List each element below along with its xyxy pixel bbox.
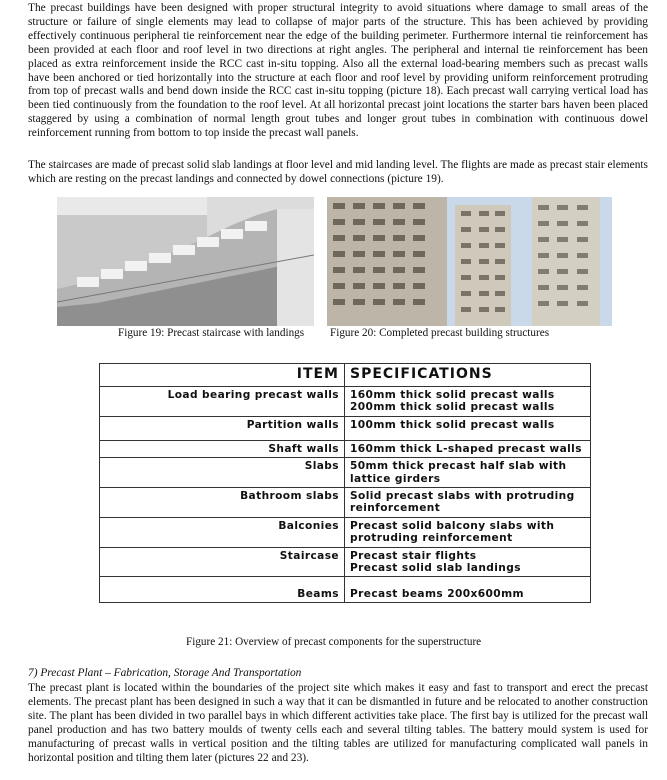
table-row: [100, 488, 591, 518]
row-item: Partition walls: [100, 416, 345, 440]
row-spec: [345, 488, 591, 518]
spec-line: Precast beams 200x600mm: [350, 588, 524, 601]
row-item: Balconies: [100, 517, 345, 547]
spec-line: Precast stair flights: [350, 549, 477, 562]
row-item: Staircase: [100, 547, 345, 577]
section-heading: 7) Precast Plant – Fabrication, Storage And Transportation: [28, 667, 302, 679]
row-item: Load bearing precast walls: [100, 387, 345, 417]
figure-19-caption: Figure 19: Precast staircase with landings: [118, 327, 305, 339]
spec-line: 50mm thick precast half slab with lattice girders: [350, 460, 567, 485]
figure-20-caption: Figure 20: Completed precast building structures: [330, 327, 550, 339]
table-row: [100, 416, 591, 440]
spec-line: Solid precast slabs with protruding reinforcement: [350, 490, 575, 515]
row-spec: [345, 517, 591, 547]
staircase-photo: [57, 197, 314, 326]
row-spec: [345, 387, 591, 417]
paragraph-precast-plant: The precast plant is located within the boundaries of the project site which makes it easy and fast to transport and erect the precast elements. The precast plant has been designed in such a way that it can be dismantled in future and be relocated to another construction site. The plant has been divided in two parallel bays in which different activities take place. The first bay is utilized for the precast wall panel production and has two battery moulds of twenty cells each and several tilting tables. The battery mould system is used for manufacturing of precast walls in vertical position and the tilting tables are utilized for manufacturing complicated wall panels in horizontal position and tilting them later (pictures 22 and 23).: [28, 682, 648, 764]
spec-line: Precast solid slab landings: [350, 562, 521, 575]
precast-buildings-photo: [327, 197, 612, 326]
row-item: Beams: [100, 577, 345, 603]
spec-line: Precast solid balcony slabs with protruding reinforcement: [350, 519, 555, 545]
header-specifications: SPECIFICATIONS: [345, 364, 591, 387]
table-header-row: [100, 364, 591, 387]
row-item: Bathroom slabs: [100, 488, 345, 518]
row-spec: [345, 458, 591, 488]
precast-components-table: [99, 363, 591, 603]
row-spec: [345, 440, 591, 457]
spec-line: 160mm thick solid precast walls: [350, 389, 555, 401]
paragraph-structural-integrity: The precast buildings have been designed with proper structural integrity to avoid situations where damage to small areas of the structure or failure of single elements may lead to collapse of major parts of the structure. This has been achieved by providing effectively continuous peripheral tie reinforcement near the edge of the building perimeter. Furthermore internal tie reinforcement has been provided at each floor and roof level in two directions at right angles. The peripheral and internal tie reinforcement has been placed as extra reinforcement inside the RCC cast in-situ topping. Also all the external load-bearing members such as precast walls have been anchored or tied horizontally into the structure at each floor and roof level by providing uniform reinforcement protruding from top of precast walls and bend down inside the RCC cast in-situ topping (picture 18). Each precast wall carrying vertical load has been tied continuously from the foundation to the roof level. At all horizontal precast joint locations the starter bars haven been placed staggered by using a combination of normal length grout tubes and longer grout tubes in combination with continuous dowel reinforcement running from bottom to top inside the precast wall panels.: [28, 2, 648, 140]
spec-line: 100mm thick solid precast walls: [350, 418, 555, 431]
figure-21-caption: Figure 21: Overview of precast components for the superstructure: [186, 636, 482, 648]
spec-line: 160mm thick L-shaped precast walls: [350, 442, 582, 455]
table-row: [100, 517, 591, 547]
paragraph-staircases: The staircases are made of precast solid slab landings at floor level and mid landing level. The flights are made as precast stair elements which are resting on the precast landings and connected by dowel connections (picture 19).: [28, 159, 648, 185]
row-item: Slabs: [100, 458, 345, 488]
table-row: [100, 387, 591, 417]
table-row: [100, 577, 591, 603]
table-row: [100, 547, 591, 577]
row-item: Shaft walls: [100, 440, 345, 457]
spec-line: 200mm thick solid precast walls: [350, 401, 555, 414]
header-item: ITEM: [100, 364, 345, 387]
row-spec: [345, 416, 591, 440]
table-row: [100, 458, 591, 488]
table-row: [100, 440, 591, 457]
row-spec: [345, 577, 591, 603]
row-spec: [345, 547, 591, 577]
